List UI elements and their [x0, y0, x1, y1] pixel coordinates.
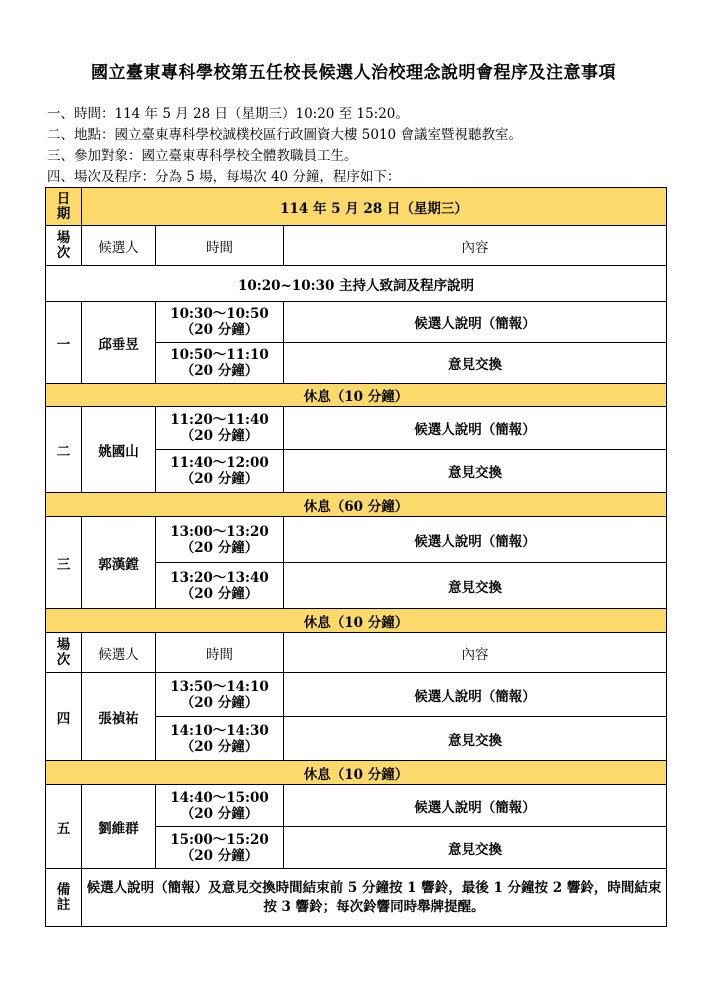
date-row: [46, 188, 667, 226]
content-cell: 意見交換: [284, 563, 667, 609]
break-row: [46, 493, 667, 517]
header-content: 內容: [284, 226, 667, 266]
info-time: 一、時間：114 年 5 月 28 日（星期三）10:20 至 15:20。: [47, 106, 409, 122]
candidate-name: 張禎祐: [82, 673, 156, 761]
session-row: [46, 517, 667, 563]
content-cell: 意見交換: [284, 717, 667, 761]
header-content: 內容: [284, 633, 667, 673]
opening-text: 10:20~10:30 主持人致詞及程序說明: [46, 266, 667, 302]
time-slot: 11:20～11:40 （20 分鐘）: [156, 407, 284, 450]
session-row: [46, 785, 667, 827]
break-row: [46, 384, 667, 407]
session-row: [46, 673, 667, 717]
time-slot: 10:30～10:50 （20 分鐘）: [156, 302, 284, 343]
header-session: 場 次: [46, 633, 82, 673]
content-cell: 意見交換: [284, 450, 667, 493]
info-audience: 三、參加對象：國立臺東專科學校全體教職員工生。: [47, 148, 358, 164]
session-number: 三: [46, 517, 82, 609]
time-slot: 13:50～14:10 （20 分鐘）: [156, 673, 284, 717]
header-session: 場 次: [46, 226, 82, 266]
candidate-name: 郭漢鏜: [82, 517, 156, 609]
content-cell: 意見交換: [284, 343, 667, 384]
content-cell: 意見交換: [284, 827, 667, 869]
header-candidate: 候選人: [82, 633, 156, 673]
session-row: [46, 407, 667, 450]
note-row: [46, 869, 667, 927]
candidate-name: 姚國山: [82, 407, 156, 493]
session-number: 二: [46, 407, 82, 493]
header-row: [46, 226, 667, 266]
date-label: 日 期: [46, 188, 82, 226]
break-text: 休息（60 分鐘）: [46, 493, 667, 517]
time-slot: 13:00～13:20 （20 分鐘）: [156, 517, 284, 563]
info-location: 二、地點：國立臺東專科學校誠樸校區行政圖資大樓 5010 會議室暨視聽教室。: [47, 127, 522, 143]
note-text: 候選人說明（簡報）及意見交換時間結束前 5 分鐘按 1 響鈴，最後 1 分鐘按 2 響鈴，時間結束按 3 響鈴；每次鈴響同時舉牌提醒。: [82, 869, 667, 927]
time-slot: 11:40～12:00 （20 分鐘）: [156, 450, 284, 493]
break-text: 休息（10 分鐘）: [46, 384, 667, 407]
header-time: 時間: [156, 633, 284, 673]
info-procedure: 四、場次及程序：分為 5 場，每場次 40 分鐘，程序如下：: [47, 169, 401, 185]
time-slot: 13:20～13:40 （20 分鐘）: [156, 563, 284, 609]
time-slot: 10:50～11:10 （20 分鐘）: [156, 343, 284, 384]
content-cell: 候選人說明（簡報）: [284, 517, 667, 563]
date-value: 114 年 5 月 28 日（星期三）: [82, 188, 667, 226]
content-cell: 候選人說明（簡報）: [284, 407, 667, 450]
session-row: [46, 302, 667, 343]
candidate-name: 邱垂昱: [82, 302, 156, 384]
opening-row: [46, 266, 667, 302]
document-title: 國立臺東專科學校第五任校長候選人治校理念說明會程序及注意事項: [91, 63, 616, 83]
header-time: 時間: [156, 226, 284, 266]
schedule-table: [45, 187, 667, 927]
session-number: 五: [46, 785, 82, 869]
note-label: 備 註: [46, 869, 82, 927]
time-slot: 15:00～15:20 （20 分鐘）: [156, 827, 284, 869]
session-number: 四: [46, 673, 82, 761]
content-cell: 候選人說明（簡報）: [284, 673, 667, 717]
break-row: [46, 761, 667, 785]
time-slot: 14:10～14:30 （20 分鐘）: [156, 717, 284, 761]
break-row: [46, 609, 667, 633]
session-number: 一: [46, 302, 82, 384]
content-cell: 候選人說明（簡報）: [284, 302, 667, 343]
break-text: 休息（10 分鐘）: [46, 761, 667, 785]
content-cell: 候選人說明（簡報）: [284, 785, 667, 827]
header-candidate: 候選人: [82, 226, 156, 266]
header-row: [46, 633, 667, 673]
candidate-name: 劉維群: [82, 785, 156, 869]
break-text: 休息（10 分鐘）: [46, 609, 667, 633]
time-slot: 14:40～15:00 （20 分鐘）: [156, 785, 284, 827]
